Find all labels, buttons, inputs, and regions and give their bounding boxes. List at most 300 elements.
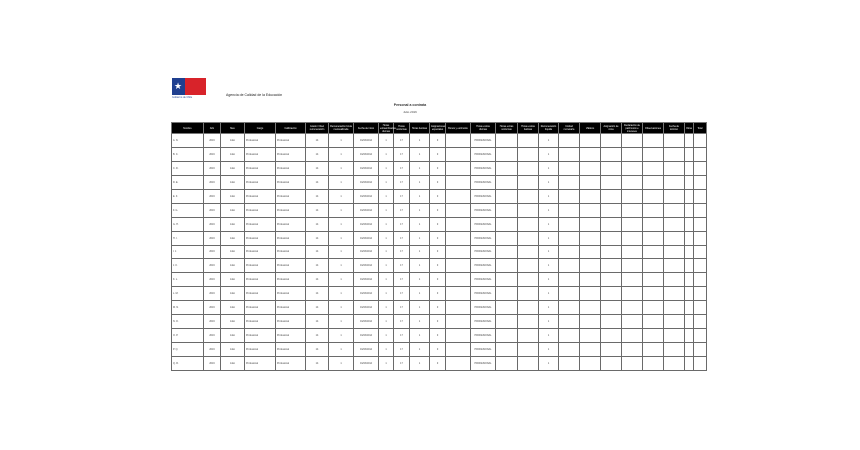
table-cell (694, 161, 707, 175)
table-cell (518, 161, 539, 175)
table-cell: 1 (329, 134, 354, 148)
column-header: Cargo (245, 123, 276, 134)
table-cell (518, 175, 539, 189)
column-header: Horas extras nocturnas (496, 123, 518, 134)
table-cell (559, 203, 580, 217)
column-header: Calificación (276, 123, 306, 134)
table-cell (518, 287, 539, 301)
table-cell: Julio (221, 175, 245, 189)
table-cell (518, 203, 539, 217)
table-cell (643, 357, 664, 371)
table-cell (685, 203, 694, 217)
table-cell: 17 (394, 357, 410, 371)
table-cell (601, 245, 622, 259)
table-cell: 17 (394, 315, 410, 329)
table-cell: Profesional (276, 147, 306, 161)
table-cell: 2016 (204, 161, 221, 175)
table-cell (559, 134, 580, 148)
table-cell (694, 175, 707, 189)
table-cell: F. G. (172, 203, 204, 217)
table-cell (685, 287, 694, 301)
table-cell (559, 301, 580, 315)
table-cell (496, 175, 518, 189)
table-cell (580, 315, 601, 329)
table-cell (580, 203, 601, 217)
table-cell: Profesional (276, 217, 306, 231)
column-header: Viáticos (580, 123, 601, 134)
table-cell: PROFESIONAL (471, 134, 496, 148)
table-cell (601, 189, 622, 203)
table-row (172, 217, 707, 231)
table-cell: Profesional (276, 175, 306, 189)
column-header: Horas extras festivas (518, 123, 539, 134)
table-cell (601, 134, 622, 148)
logo-red-block (185, 78, 206, 95)
table-cell: 2016 (204, 301, 221, 315)
table-cell: M. N. (172, 301, 204, 315)
table-cell: E. F. (172, 189, 204, 203)
table-cell (622, 217, 643, 231)
table-cell (643, 203, 664, 217)
table-cell (446, 203, 471, 217)
staff-table (171, 122, 707, 371)
table-cell (446, 161, 471, 175)
table-cell: 1 (539, 203, 559, 217)
column-header: Remuneración líquida (539, 123, 559, 134)
table-cell: 17 (394, 203, 410, 217)
table-cell (694, 301, 707, 315)
table-row (172, 134, 707, 148)
table-cell: Julio (221, 134, 245, 148)
table-cell: 14 (306, 329, 329, 343)
column-header: Fecha de inicio (354, 123, 379, 134)
table-cell: 14 (306, 315, 329, 329)
table-cell: 14 (306, 189, 329, 203)
table-row (172, 147, 707, 161)
table-cell: 17 (394, 273, 410, 287)
table-cell: 01/03/2014 (354, 147, 379, 161)
table-cell: 2016 (204, 147, 221, 161)
table-cell (622, 357, 643, 371)
table-cell: Profesional (245, 357, 276, 371)
table-cell: N. O. (172, 315, 204, 329)
table-cell (518, 231, 539, 245)
table-cell: 2016 (204, 203, 221, 217)
table-cell (685, 217, 694, 231)
table-row (172, 329, 707, 343)
table-cell: Profesional (276, 231, 306, 245)
table-cell: Profesional (276, 273, 306, 287)
table-cell: Profesional (245, 329, 276, 343)
table-cell: 14 (306, 259, 329, 273)
table-cell (559, 217, 580, 231)
table-cell (685, 231, 694, 245)
column-header: Asignaciones especiales (430, 123, 446, 134)
table-cell (643, 301, 664, 315)
table-cell (601, 343, 622, 357)
table-cell: PROFESIONAL (471, 273, 496, 287)
table-cell (601, 175, 622, 189)
table-cell: 0 (430, 189, 446, 203)
table-cell: 2016 (204, 273, 221, 287)
table-cell: P. Q. (172, 343, 204, 357)
column-header: Grado / Nivel remuneración (306, 123, 329, 134)
table-cell (601, 147, 622, 161)
table-cell: Profesional (276, 329, 306, 343)
table-cell: 1 (410, 343, 430, 357)
table-cell (518, 329, 539, 343)
table-cell: 1 (379, 147, 394, 161)
table-cell: PROFESIONAL (471, 315, 496, 329)
table-cell: 1 (539, 287, 559, 301)
table-cell: Julio (221, 231, 245, 245)
table-cell: 0 (430, 175, 446, 189)
table-cell (622, 259, 643, 273)
table-cell: 1 (329, 217, 354, 231)
table-cell (580, 189, 601, 203)
table-cell (664, 217, 685, 231)
table-cell (664, 161, 685, 175)
table-cell: 1 (410, 301, 430, 315)
table-cell (601, 301, 622, 315)
table-cell (622, 147, 643, 161)
table-cell: Profesional (245, 301, 276, 315)
star-icon: ★ (174, 81, 183, 91)
table-cell: Julio (221, 315, 245, 329)
table-cell: 17 (394, 287, 410, 301)
table-cell (446, 301, 471, 315)
table-cell (622, 315, 643, 329)
table-cell: Q. R. (172, 357, 204, 371)
table-cell: 1 (539, 343, 559, 357)
table-row (172, 231, 707, 245)
table-cell: Julio (221, 203, 245, 217)
table-cell (601, 231, 622, 245)
table-cell (664, 134, 685, 148)
table-cell: Profesional (276, 189, 306, 203)
table-cell: A. N. (172, 134, 204, 148)
table-cell: 1 (379, 287, 394, 301)
table-cell: 1 (410, 287, 430, 301)
table-cell: I. J. (172, 245, 204, 259)
table-cell (559, 315, 580, 329)
table-cell (622, 329, 643, 343)
table-cell: Julio (221, 161, 245, 175)
table-cell (518, 147, 539, 161)
table-cell (496, 329, 518, 343)
table-cell: PROFESIONAL (471, 189, 496, 203)
table-cell (580, 231, 601, 245)
table-cell: Profesional (276, 161, 306, 175)
table-cell: 2016 (204, 231, 221, 245)
table-cell: Profesional (245, 231, 276, 245)
table-cell (496, 161, 518, 175)
table-cell (622, 287, 643, 301)
table-cell (694, 287, 707, 301)
table-cell: PROFESIONAL (471, 217, 496, 231)
table-cell (694, 273, 707, 287)
table-cell: Julio (221, 147, 245, 161)
table-cell: Profesional (245, 203, 276, 217)
table-cell: 01/03/2014 (354, 273, 379, 287)
column-header: Horas festivas (410, 123, 430, 134)
table-cell (664, 301, 685, 315)
table-cell (664, 189, 685, 203)
table-cell: 1 (410, 175, 430, 189)
table-cell: Profesional (245, 189, 276, 203)
table-cell (664, 287, 685, 301)
table-cell: Profesional (276, 343, 306, 357)
table-cell: 01/03/2014 (354, 301, 379, 315)
table-cell: 1 (329, 175, 354, 189)
table-cell (685, 134, 694, 148)
table-cell: 0 (430, 217, 446, 231)
table-cell (446, 175, 471, 189)
table-cell (664, 147, 685, 161)
table-cell: 1 (410, 315, 430, 329)
table-cell (643, 245, 664, 259)
table-cell (580, 161, 601, 175)
table-body (172, 134, 707, 371)
table-cell (664, 259, 685, 273)
table-cell: 17 (394, 147, 410, 161)
table-cell: 1 (410, 217, 430, 231)
table-cell: 17 (394, 245, 410, 259)
table-cell (580, 245, 601, 259)
table-cell: Julio (221, 259, 245, 273)
table-cell: 1 (329, 147, 354, 161)
table-cell: 01/03/2014 (354, 259, 379, 273)
column-header: Otras (685, 123, 694, 134)
table-cell: 14 (306, 203, 329, 217)
table-cell: Julio (221, 245, 245, 259)
table-row (172, 301, 707, 315)
table-cell: 1 (410, 189, 430, 203)
table-cell (622, 301, 643, 315)
table-cell (601, 217, 622, 231)
table-cell (518, 245, 539, 259)
table-cell (685, 161, 694, 175)
table-cell (622, 175, 643, 189)
table-cell (446, 217, 471, 231)
table-cell (446, 147, 471, 161)
table-cell: D. E. (172, 175, 204, 189)
table-cell (446, 343, 471, 357)
table-cell (622, 189, 643, 203)
table-cell: O. P. (172, 329, 204, 343)
table-cell: H. I. (172, 231, 204, 245)
table-cell (518, 259, 539, 273)
table-cell (446, 189, 471, 203)
table-cell (518, 357, 539, 371)
table-cell: PROFESIONAL (471, 329, 496, 343)
table-cell (685, 329, 694, 343)
table-cell: PROFESIONAL (471, 245, 496, 259)
table-cell (685, 259, 694, 273)
government-logo (172, 78, 206, 105)
table-cell: 1 (410, 203, 430, 217)
table-cell (446, 231, 471, 245)
table-cell (622, 245, 643, 259)
table-cell (685, 343, 694, 357)
table-cell: Profesional (276, 301, 306, 315)
table-cell: 01/03/2014 (354, 203, 379, 217)
table-cell: 14 (306, 134, 329, 148)
table-row (172, 161, 707, 175)
table-cell: 0 (430, 231, 446, 245)
table-cell: Profesional (245, 217, 276, 231)
table-cell (580, 343, 601, 357)
table-cell: Profesional (245, 134, 276, 148)
table-cell: 1 (329, 203, 354, 217)
table-cell: 17 (394, 259, 410, 273)
table-cell: Profesional (276, 203, 306, 217)
table-cell: 1 (379, 203, 394, 217)
table-cell: 1 (410, 231, 430, 245)
table-cell: Profesional (245, 161, 276, 175)
column-header: Nombre (172, 123, 204, 134)
table-cell: B. C. (172, 147, 204, 161)
table-cell (559, 147, 580, 161)
table-cell (643, 329, 664, 343)
table-cell (643, 175, 664, 189)
table-cell: 2016 (204, 189, 221, 203)
table-cell (622, 343, 643, 357)
table-cell (601, 161, 622, 175)
table-cell: PROFESIONAL (471, 161, 496, 175)
table-cell (559, 329, 580, 343)
table-cell (580, 273, 601, 287)
column-header: Unidad monetaria (559, 123, 580, 134)
table-cell (664, 273, 685, 287)
table-cell (559, 245, 580, 259)
table-row (172, 203, 707, 217)
table-cell: 14 (306, 175, 329, 189)
table-cell (496, 315, 518, 329)
table-cell: 1 (410, 147, 430, 161)
table-cell (643, 287, 664, 301)
table-cell (518, 315, 539, 329)
table-cell (664, 245, 685, 259)
table-cell (496, 134, 518, 148)
table-cell: Profesional (245, 259, 276, 273)
column-header: Horas extras diurnas (471, 123, 496, 134)
table-row (172, 315, 707, 329)
table-cell: Profesional (245, 343, 276, 357)
table-cell: 1 (539, 329, 559, 343)
table-cell (496, 343, 518, 357)
table-cell: 17 (394, 134, 410, 148)
table-cell (518, 134, 539, 148)
table-cell: 1 (539, 217, 559, 231)
table-cell: 0 (430, 147, 446, 161)
table-cell (643, 259, 664, 273)
table-cell (580, 147, 601, 161)
table-cell: Julio (221, 287, 245, 301)
document-title: Personal a contrata (393, 103, 427, 107)
table-cell: 1 (329, 287, 354, 301)
table-cell: Julio (221, 329, 245, 343)
table-cell: Profesional (245, 315, 276, 329)
table-cell: 0 (430, 343, 446, 357)
table-cell: 1 (410, 134, 430, 148)
table-cell: 2016 (204, 357, 221, 371)
table-cell: 1 (379, 259, 394, 273)
table-cell: 01/03/2014 (354, 329, 379, 343)
table-cell (559, 343, 580, 357)
table-cell: 2016 (204, 175, 221, 189)
table-cell: 1 (539, 134, 559, 148)
table-cell: PROFESIONAL (471, 147, 496, 161)
table-cell: 01/03/2014 (354, 287, 379, 301)
table-cell (518, 273, 539, 287)
table-cell (496, 231, 518, 245)
table-cell (559, 287, 580, 301)
table-cell (496, 147, 518, 161)
table-cell: K. L. (172, 273, 204, 287)
table-cell: 1 (379, 301, 394, 315)
table-cell: 14 (306, 231, 329, 245)
table-cell (601, 315, 622, 329)
table-cell (446, 245, 471, 259)
table-cell: 1 (410, 161, 430, 175)
table-cell (694, 329, 707, 343)
table-cell: Julio (221, 343, 245, 357)
table-cell (622, 273, 643, 287)
table-cell: 0 (430, 259, 446, 273)
table-cell (694, 245, 707, 259)
table-cell (518, 217, 539, 231)
table-cell (446, 315, 471, 329)
table-cell: 0 (430, 301, 446, 315)
table-cell: 01/03/2014 (354, 161, 379, 175)
column-header: Declaración de patrimonio e intereses (622, 123, 643, 134)
table-row (172, 245, 707, 259)
table-cell: 17 (394, 161, 410, 175)
table-cell (685, 175, 694, 189)
table-cell: Julio (221, 217, 245, 231)
table-cell (643, 231, 664, 245)
table-cell: 17 (394, 217, 410, 231)
table-cell (518, 189, 539, 203)
table-cell: 17 (394, 189, 410, 203)
table-cell: Profesional (245, 273, 276, 287)
table-cell: 1 (539, 231, 559, 245)
table-cell: 2016 (204, 245, 221, 259)
table-cell: 0 (430, 287, 446, 301)
table-cell: 1 (329, 245, 354, 259)
table-cell: 1 (379, 343, 394, 357)
table-cell (694, 231, 707, 245)
table-cell: Profesional (245, 147, 276, 161)
table-cell (643, 217, 664, 231)
table-cell: L. M. (172, 287, 204, 301)
table-cell (694, 134, 707, 148)
table-cell: PROFESIONAL (471, 357, 496, 371)
table-row (172, 343, 707, 357)
table-cell: 01/03/2014 (354, 343, 379, 357)
table-cell: 1 (329, 343, 354, 357)
column-header: Total (694, 123, 707, 134)
table-cell: 0 (430, 357, 446, 371)
table-cell: 1 (539, 259, 559, 273)
table-cell: 1 (329, 357, 354, 371)
table-cell: 1 (539, 315, 559, 329)
table-cell: 1 (410, 329, 430, 343)
table-cell (601, 259, 622, 273)
table-cell: 2016 (204, 329, 221, 343)
table-cell (446, 329, 471, 343)
